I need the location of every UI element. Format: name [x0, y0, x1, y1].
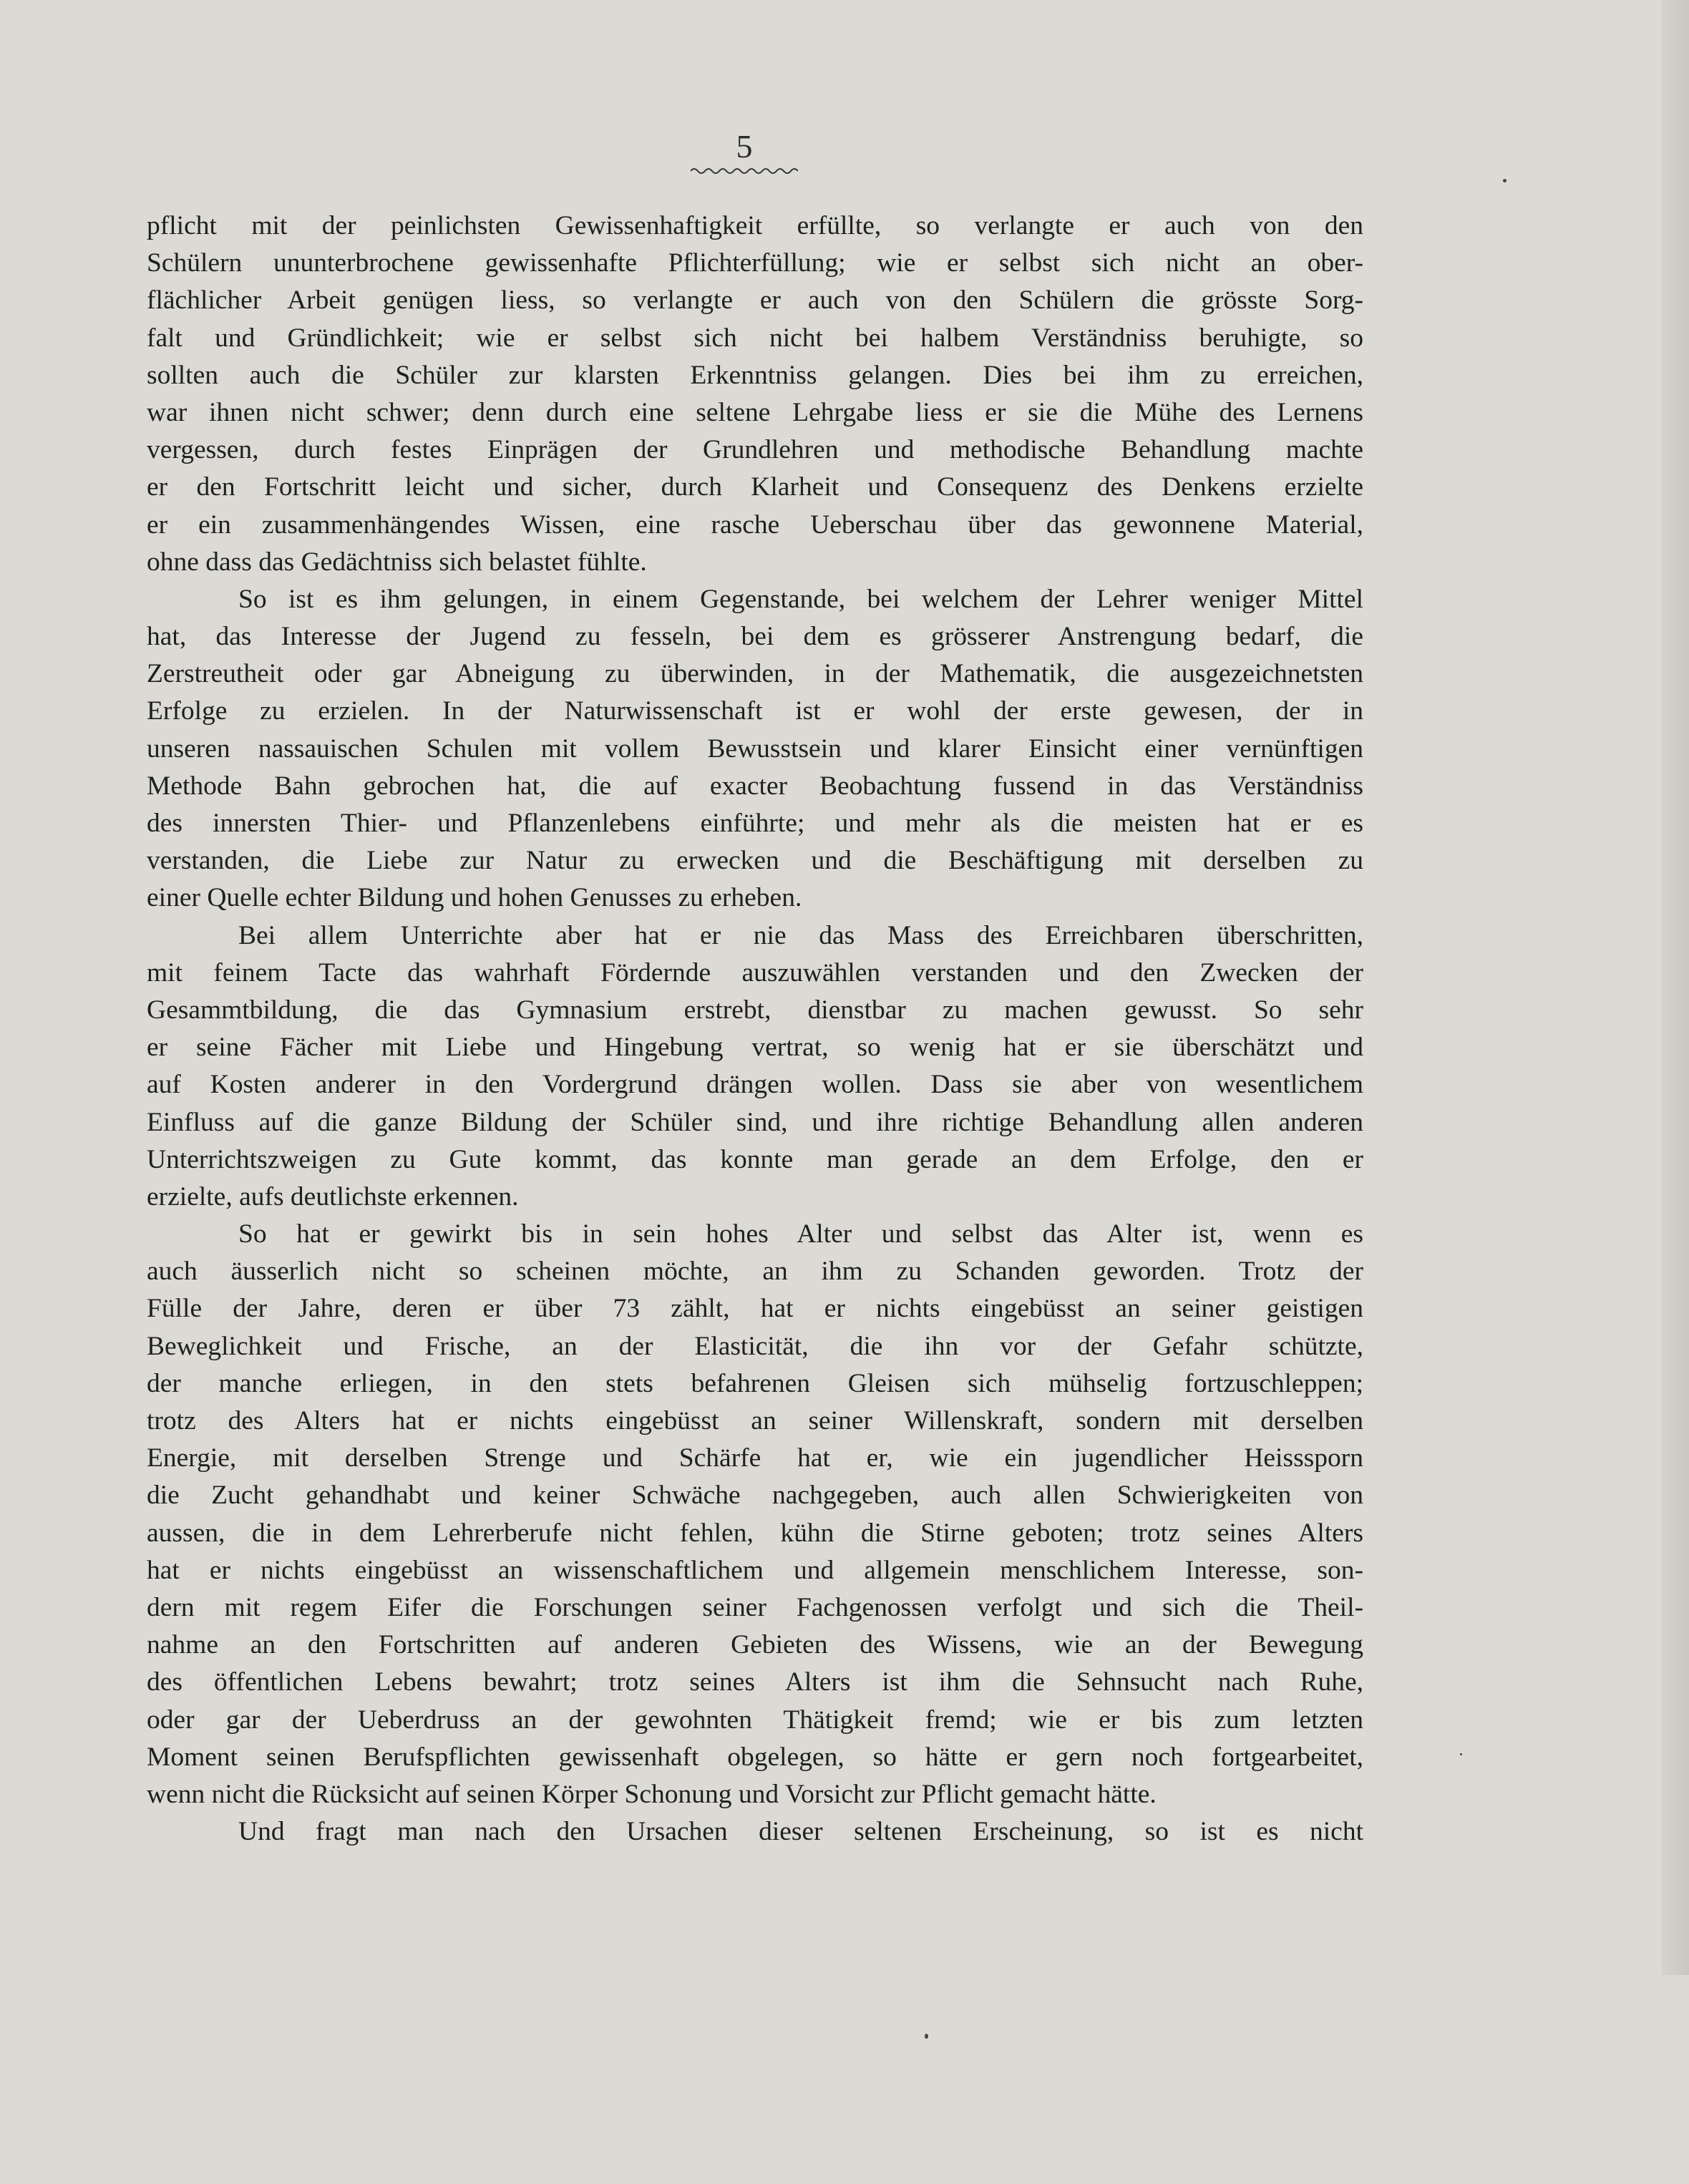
text-line: Und fragt man nach den Ursachen dieser seltenen Erscheinung, so ist es nicht: [238, 1817, 1363, 1847]
text-line: Energie, mit derselben Strenge und Schärfe hat er, wie ein jugendlicher Heisssporn: [147, 1443, 1363, 1473]
text-line: sollten auch die Schüler zur klarsten Erkenntniss gelangen. Dies bei ihm zu erreichen,: [147, 360, 1363, 390]
page-number: 5: [736, 128, 753, 165]
text-line: vergessen, durch festes Einprägen der Grundlehren und methodische Behandlung machte: [147, 435, 1363, 465]
text-line: So hat er gewirkt bis in sein hohes Alter und selbst das Alter ist, wenn es: [238, 1219, 1363, 1249]
text-line: Einfluss auf die ganze Bildung der Schüler sind, und ihre richtige Behandlung allen anderen: [147, 1107, 1363, 1137]
text-line: hat, das Interesse der Jugend zu fesseln, bei dem es grösserer Anstrengung bedarf, die: [147, 622, 1363, 652]
text-line: dern mit regem Eifer die Forschungen seiner Fachgenossen verfolgt und sich die Theil-: [147, 1592, 1363, 1622]
text-line: Schülern ununterbrochene gewissenhafte Pflichterfüllung; wie er selbst sich nicht an ober-: [147, 248, 1363, 278]
text-line: verstanden, die Liebe zur Natur zu erwecken und die Beschäftigung mit derselben zu: [147, 846, 1363, 876]
text-line: Moment seinen Berufspflichten gewissenhaft obgelegen, so hätte er gern noch fortgearbeitet,: [147, 1742, 1363, 1772]
text-line: Unterrichtszweigen zu Gute kommt, das konnte man gerade an dem Erfolge, den er: [147, 1144, 1363, 1174]
text-line: nahme an den Fortschritten auf anderen Gebieten des Wissens, wie an der Bewegung: [147, 1630, 1363, 1660]
text-line: mit feinem Tacte das wahrhaft Fördernde auszuwählen verstanden und den Zwecken der: [147, 957, 1363, 988]
text-line: Beweglichkeit und Frische, an der Elasticität, die ihn vor der Gefahr schützte,: [147, 1331, 1363, 1361]
text-line: Bei allem Unterrichte aber hat er nie das Mass des Erreichbaren überschritten,: [238, 920, 1363, 950]
text-line: Zerstreutheit oder gar Abneigung zu überwinden, in der Mathematik, die ausgezeichnetsten: [147, 659, 1363, 689]
page-header: [687, 129, 802, 176]
text-line: erzielte, aufs deutlichste erkennen.: [147, 1181, 519, 1212]
text-line: auf Kosten anderer in den Vordergrund drängen wollen. Dass sie aber von wesentlichem: [147, 1070, 1363, 1100]
text-line: unseren nassauischen Schulen mit vollem Bewusstsein und klarer Einsicht einer vernünftigen: [147, 733, 1363, 764]
text-line: er den Fortschritt leicht und sicher, durch Klarheit und Consequenz des Denkens erzielte: [147, 472, 1363, 502]
wavy-rule-ornament: [691, 166, 798, 176]
text-line: trotz des Alters hat er nichts eingebüsst an seiner Willenskraft, sondern mit derselben: [147, 1406, 1363, 1435]
ink-speck: [1503, 179, 1507, 182]
page-edge-shadow: [1662, 0, 1689, 1975]
text-line: einer Quelle echter Bildung und hohen Genusses zu erheben.: [147, 883, 802, 913]
text-line: des innersten Thier- und Pflanzenlebens einführte; und mehr als die meisten hat er es: [147, 809, 1363, 838]
text-line: ohne dass das Gedächtniss sich belastet fühlte.: [147, 547, 647, 577]
text-line: oder gar der Ueberdruss an der gewohnten Thätigkeit fremd; wie er bis zum letzten: [147, 1705, 1363, 1735]
text-line: Gesammtbildung, die das Gymnasium erstrebt, dienstbar zu machen gewusst. So sehr: [147, 995, 1363, 1025]
text-line: war ihnen nicht schwer; denn durch eine seltene Lehrgabe liess er sie die Mühe des Lernens: [147, 397, 1363, 427]
text-line: wenn nicht die Rücksicht auf seinen Körper Schonung und Vorsicht zur Pflicht gemacht hätte.: [147, 1779, 1157, 1809]
text-line: Erfolge zu erzielen. In der Naturwissenschaft ist er wohl der erste gewesen, der in: [147, 696, 1363, 726]
ink-speck: [925, 2034, 928, 2039]
text-line: So ist es ihm gelungen, in einem Gegenstande, bei welchem der Lehrer weniger Mittel: [238, 584, 1363, 614]
text-line: flächlicher Arbeit genügen liess, so verlangte er auch von den Schülern die grösste Sorg-: [147, 286, 1363, 316]
text-line: aussen, die in dem Lehrerberufe nicht fehlen, kühn die Stirne geboten; trotz seines Alters: [147, 1518, 1363, 1548]
text-line: die Zucht gehandhabt und keiner Schwäche nachgegeben, auch allen Schwierigkeiten von: [147, 1481, 1363, 1511]
body-text: [147, 208, 1363, 1851]
text-line: auch äusserlich nicht so scheinen möchte, an ihm zu Schanden geworden. Trotz der: [147, 1257, 1363, 1287]
text-line: er seine Fächer mit Liebe und Hingebung vertrat, so wenig hat er sie überschätzt und: [147, 1033, 1363, 1063]
text-line: Fülle der Jahre, deren er über 73 zählt, hat er nichts eingebüsst an seiner geistigen: [147, 1294, 1363, 1324]
text-line: er ein zusammenhängendes Wissen, eine rasche Ueberschau über das gewonnene Material,: [147, 510, 1363, 540]
text-line: falt und Gründlichkeit; wie er selbst sich nicht bei halbem Verständniss beruhigte, so: [147, 323, 1363, 353]
text-line: des öffentlichen Lebens bewahrt; trotz seines Alters ist ihm die Sehnsucht nach Ruhe,: [147, 1667, 1363, 1697]
text-line: Methode Bahn gebrochen hat, die auf exacter Beobachtung fussend in das Verständniss: [147, 771, 1363, 801]
text-line: pflicht mit der peinlichsten Gewissenhaftigkeit erfüllte, so verlangte er auch von den: [147, 211, 1363, 240]
text-line: der manche erliegen, in den stets befahrenen Gleisen sich mühselig fortzuschleppen;: [147, 1368, 1363, 1398]
ink-speck: [1460, 1753, 1462, 1755]
text-line: hat er nichts eingebüsst an wissenschaftlichem und allgemein menschlichem Interesse, son-: [147, 1555, 1363, 1585]
